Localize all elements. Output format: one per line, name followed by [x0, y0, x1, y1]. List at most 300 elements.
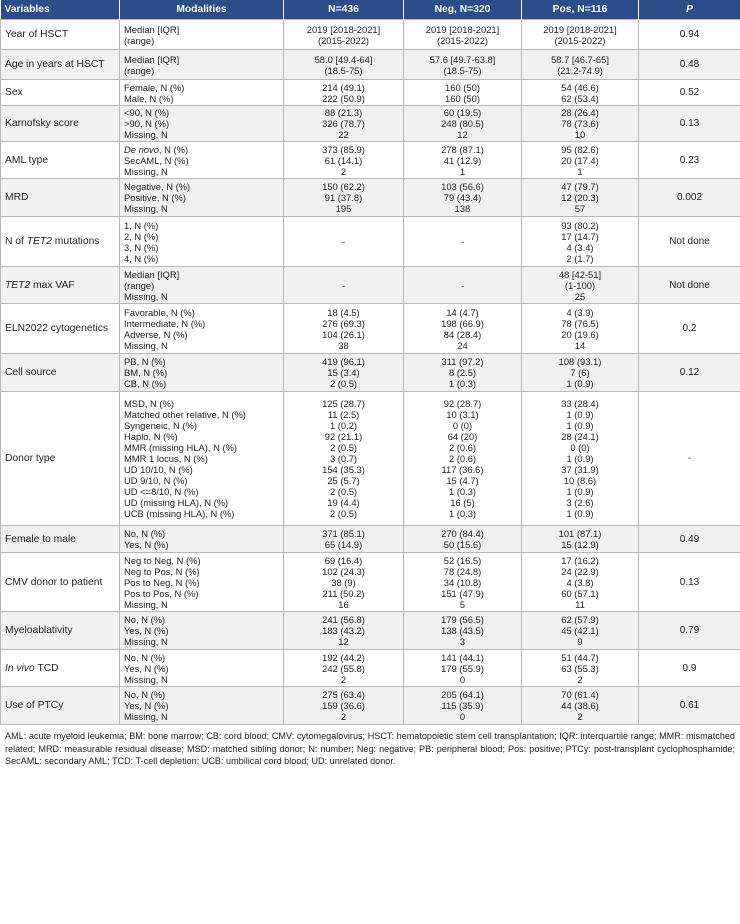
value-cell-all: [284, 526, 404, 553]
value-line: (21.2-74.9): [557, 64, 603, 76]
value-line: 1 (0.2): [329, 420, 358, 431]
value-line: 15 (3.4): [327, 367, 360, 378]
value-line: 160 (50): [445, 92, 480, 104]
value-line: 79 (43.4): [443, 192, 482, 203]
variable-cell: In vivo TCD: [1, 650, 120, 687]
variable-cell: ELN2022 cytogenetics: [1, 304, 120, 354]
value-line: 14: [574, 339, 586, 351]
modality-line: No, N (%): [124, 651, 166, 663]
value-line: 151 (47.9): [441, 587, 484, 599]
value-line: 12: [338, 636, 349, 647]
table-row: [1, 612, 740, 650]
modality-line: Missing, N: [124, 290, 168, 302]
value-line: 2 (0.6): [448, 453, 477, 464]
value-line: -: [460, 279, 465, 291]
modalities-cell: [120, 80, 284, 106]
table-row: [1, 354, 740, 392]
value-line: 41 (12.9): [443, 154, 482, 166]
value-cell-neg: [404, 553, 522, 612]
modalities-cell: [120, 526, 284, 553]
header-p: P: [639, 0, 740, 20]
value-line: 60 (19.5): [443, 107, 482, 118]
value-line: 242 (55.8): [322, 662, 365, 674]
value-line: 34 (10.8): [443, 576, 482, 588]
value-line: (18.5-75): [324, 64, 363, 76]
modalities-cell: [120, 20, 284, 50]
p-value-cell: 0.79: [639, 612, 740, 650]
modality-line: Missing, N: [124, 129, 168, 140]
modalities-cell: [120, 650, 284, 687]
p-value-cell: 0.23: [639, 142, 740, 179]
value-line: 93 (80.2): [561, 219, 599, 231]
value-cell-pos: [522, 354, 639, 392]
value-cell-pos: [522, 267, 639, 304]
value-line: 1 (0.9): [566, 409, 594, 420]
table-row: [1, 142, 740, 179]
value-line: 10 (8.6): [563, 475, 597, 486]
value-line: 1 (0.3): [448, 486, 477, 497]
value-cell-all: [284, 217, 404, 267]
table-row: [1, 687, 740, 725]
modality-line: (range): [124, 34, 155, 46]
value-line: 0: [459, 711, 466, 722]
table-row: [1, 392, 740, 526]
variable-cell: CMV donor to patient: [1, 553, 120, 612]
table-body: [1, 20, 740, 725]
value-cell-all: [284, 20, 404, 50]
variable-cell: Karnofsky score: [1, 106, 120, 142]
value-cell-all: [284, 267, 404, 304]
p-value-cell: 0.12: [639, 354, 740, 392]
variable-cell: Age in years at HSCT: [1, 50, 120, 80]
value-line: 211 (50.2): [322, 587, 365, 599]
value-line: 125 (28.7): [322, 398, 365, 409]
value-line: 1 (0.9): [566, 378, 594, 389]
value-line: 101 (87.1): [558, 528, 602, 539]
value-line: 25 (5.7): [327, 475, 360, 486]
value-cell-all: [284, 392, 404, 526]
value-line: 141 (44.1): [441, 651, 484, 663]
value-cell-pos: [522, 179, 639, 217]
modality-line: Male, N (%): [124, 92, 174, 104]
value-line: 16: [338, 598, 349, 610]
modality-line: 4, N (%): [124, 252, 159, 264]
value-line: 192 (44.2): [322, 651, 365, 663]
modality-line: 1, N (%): [124, 219, 159, 231]
value-line: 38 (9): [331, 576, 356, 588]
value-line: 117 (36.6): [441, 464, 484, 475]
modality-line: Missing, N: [124, 598, 168, 610]
value-line: 0: [459, 673, 466, 685]
modalities-cell: [120, 687, 284, 725]
value-line: 10 (3.1): [446, 409, 479, 420]
table-row: [1, 526, 740, 553]
p-value-cell: 0.13: [639, 553, 740, 612]
value-line: 84 (28.4): [443, 328, 482, 340]
value-line: 65 (14.9): [324, 539, 363, 550]
value-cell-pos: [522, 106, 639, 142]
p-value-cell: 0.49: [639, 526, 740, 553]
value-line: 2019 [2018-2021]: [306, 23, 381, 35]
value-line: 4 (3.4): [566, 241, 594, 253]
value-line: 4 (3.8): [566, 576, 594, 588]
p-value-cell: 0.61: [639, 687, 740, 725]
value-line: (18.5-75): [443, 64, 482, 76]
value-cell-neg: [404, 526, 522, 553]
value-cell-all: [284, 50, 404, 80]
value-cell-all: [284, 80, 404, 106]
table-row: [1, 304, 740, 354]
header-pos: Pos, N=116: [522, 0, 639, 20]
value-cell-neg: [404, 354, 522, 392]
modality-line: <90, N (%): [124, 107, 170, 118]
value-line: 57.6 [49.7-63.8]: [429, 53, 496, 65]
value-line: 7 (6): [570, 367, 590, 378]
modality-line: Missing, N: [124, 165, 168, 177]
value-line: 44 (38.6): [561, 700, 599, 711]
value-line: 28 (24.1): [561, 431, 599, 442]
value-line: 198 (66.9): [441, 317, 484, 329]
footnote: AML: acute myeloid leukemia; BM: bone marrow; CB: cord blood; CMV: cytomegalovirus; HSCT: hematopoietic stem cell transplantation; IQR: interquartile range; MMR: mismatched related; MRD: measurable residual disease; MSD: matched sibling donor; N: number; Neg: negative; PB: peripheral blood; Pos: positive; PTCy: post-transplant cyclophosphamide; SecAML: secondary AML; TCD: T-cell depletion; UCB: umbilical cord blood; UD: unrelated donor.: [5, 731, 735, 766]
value-cell-neg: [404, 50, 522, 80]
value-line: 2: [340, 673, 347, 685]
value-line: 2: [340, 711, 347, 722]
variable-cell: Use of PTCy: [1, 687, 120, 725]
value-line: 1 (0.9): [566, 486, 594, 497]
modality-line: BM, N (%): [124, 367, 168, 378]
value-cell-pos: [522, 20, 639, 50]
value-line: 25: [574, 290, 586, 302]
value-line: 14 (4.7): [446, 306, 479, 318]
value-line: 3 (0.7): [329, 453, 358, 464]
value-line: 20 (19.6): [561, 328, 599, 340]
value-line: 91 (37.8): [324, 192, 363, 203]
modalities-cell: [120, 553, 284, 612]
value-cell-all: [284, 612, 404, 650]
value-line: 0 (0): [452, 420, 473, 431]
modality-line: UD (missing HLA), N (%): [124, 497, 229, 508]
value-line: 54 (46.6): [561, 81, 599, 93]
value-line: 205 (64.1): [441, 689, 484, 700]
value-line: 38: [338, 339, 349, 351]
value-line: 1 (0.3): [448, 508, 477, 519]
value-cell-all: [284, 304, 404, 354]
value-line: 2 (0.5): [329, 486, 358, 497]
value-line: 92 (21.1): [324, 431, 363, 442]
value-line: 160 (50): [445, 81, 480, 93]
value-line: 1: [577, 165, 583, 177]
table-row: [1, 50, 740, 80]
value-cell-pos: [522, 553, 639, 612]
value-line: 115 (35.9): [441, 700, 484, 711]
value-cell-all: [284, 142, 404, 179]
modalities-cell: [120, 106, 284, 142]
value-line: 70 (61.4): [561, 689, 599, 700]
value-cell-all: [284, 650, 404, 687]
value-cell-neg: [404, 142, 522, 179]
value-line: 10: [574, 129, 586, 140]
value-line: 241 (56.8): [322, 614, 365, 625]
value-cell-pos: [522, 217, 639, 267]
value-line: 2 (0.5): [329, 442, 358, 453]
value-line: 1 (0.3): [448, 378, 477, 389]
modality-line: Pos to Pos, N (%): [124, 587, 199, 599]
modality-line: Missing, N: [124, 673, 168, 685]
value-cell-pos: [522, 650, 639, 687]
modalities-cell: [120, 354, 284, 392]
value-line: 12 (20.3): [561, 192, 599, 203]
value-cell-neg: [404, 392, 522, 526]
value-line: 183 (43.2): [322, 625, 365, 636]
value-line: 17 (14.7): [561, 230, 599, 242]
modality-line: UD 10/10, N (%): [124, 464, 193, 475]
value-line: 214 (49.1): [322, 81, 365, 93]
value-cell-neg: [404, 20, 522, 50]
modalities-cell: [120, 142, 284, 179]
modalities-cell: [120, 50, 284, 80]
value-cell-neg: [404, 612, 522, 650]
table-header-row: [1, 0, 740, 20]
value-line: 15 (4.7): [446, 475, 479, 486]
modality-line: SecAML, N (%): [124, 154, 189, 166]
value-cell-all: [284, 553, 404, 612]
modality-line: De novo, N (%): [124, 143, 189, 155]
value-line: 1 (0.9): [566, 453, 594, 464]
modality-line: No, N (%): [124, 614, 166, 625]
value-line: 78 (73.6): [561, 118, 599, 129]
value-cell-pos: [522, 50, 639, 80]
modality-line: 2, N (%): [124, 230, 159, 242]
modality-line: Haplo, N (%): [124, 431, 178, 442]
variable-cell: Female to male: [1, 526, 120, 553]
value-line: 69 (16.4): [324, 554, 363, 566]
modality-line: Yes, N (%): [124, 539, 169, 550]
value-line: 22: [338, 129, 349, 140]
table-row: [1, 267, 740, 304]
table-row: [1, 179, 740, 217]
value-cell-neg: [404, 179, 522, 217]
value-line: 20 (17.4): [561, 154, 599, 166]
value-line: (1-100): [564, 279, 596, 291]
value-line: 11 (2.5): [327, 409, 360, 420]
value-line: 1 (0.9): [566, 420, 594, 431]
modality-line: No, N (%): [124, 528, 166, 539]
value-cell-all: [284, 179, 404, 217]
value-line: -: [460, 236, 465, 247]
modality-line: Missing, N: [124, 203, 168, 214]
value-line: 2 (0.6): [448, 442, 477, 453]
table-row: [1, 650, 740, 687]
value-line: -: [341, 279, 346, 291]
value-line: 57: [574, 203, 586, 214]
value-line: 4 (3.9): [566, 306, 594, 318]
p-value-cell: 0.13: [639, 106, 740, 142]
modality-line: Negative, N (%): [124, 181, 191, 192]
modality-line: 3, N (%): [124, 241, 159, 253]
value-cell-neg: [404, 217, 522, 267]
value-line: 3: [459, 636, 466, 647]
modality-line: Pos to Neg, N (%): [124, 576, 200, 588]
modality-line: Median [IQR]: [124, 53, 180, 65]
modality-line: PB, N (%): [124, 356, 166, 367]
value-line: 47 (79.7): [561, 181, 599, 192]
value-line: 88 (21.3): [324, 107, 363, 118]
value-line: 311 (97.2): [441, 356, 484, 367]
variable-cell: Donor type: [1, 392, 120, 526]
value-line: 8 (2.5): [448, 367, 477, 378]
modality-line: (range): [124, 64, 155, 76]
value-line: 63 (55.3): [561, 662, 599, 674]
value-line: 64 (20): [447, 431, 478, 442]
modality-line: Yes, N (%): [124, 662, 169, 674]
value-line: 19 (4.4): [327, 497, 360, 508]
value-line: 2: [340, 165, 347, 177]
value-line: 0 (0): [570, 442, 590, 453]
variable-cell: Cell source: [1, 354, 120, 392]
value-cell-neg: [404, 267, 522, 304]
value-line: 159 (36.6): [322, 700, 365, 711]
value-line: 195: [335, 203, 352, 214]
value-line: 1: [459, 165, 466, 177]
modality-line: Syngeneic, N (%): [124, 420, 197, 431]
value-line: 150 (62.2): [322, 181, 365, 192]
variable-cell: Myeloablativity: [1, 612, 120, 650]
variable-cell: Year of HSCT: [1, 20, 120, 50]
value-line: 62 (53.4): [561, 92, 599, 104]
modality-line: Matched other relative, N (%): [124, 409, 246, 420]
variable-cell: TET2 max VAF: [1, 267, 120, 304]
value-line: 2: [577, 673, 583, 685]
value-line: 95 (82.6): [561, 143, 599, 155]
value-cell-pos: [522, 392, 639, 526]
table-row: [1, 80, 740, 106]
value-line: 51 (44.7): [561, 651, 599, 663]
value-line: 138 (43.5): [441, 625, 484, 636]
p-value-cell: 0.2: [639, 304, 740, 354]
header-modalities: Modalities: [120, 0, 284, 20]
value-line: 419 (96.1): [322, 356, 365, 367]
modality-line: Intermediate, N (%): [124, 317, 206, 329]
value-line: 12: [457, 129, 468, 140]
value-line: 2 (0.5): [329, 378, 358, 389]
header-neg: Neg, N=320: [404, 0, 522, 20]
value-cell-pos: [522, 612, 639, 650]
value-line: 15 (12.9): [561, 539, 599, 550]
modality-line: UCB (missing HLA), N (%): [124, 508, 235, 519]
variable-cell: Sex: [1, 80, 120, 106]
value-cell-neg: [404, 106, 522, 142]
value-line: 50 (15.6): [443, 539, 482, 550]
value-line: 24 (22.9): [561, 565, 599, 577]
p-value-cell: 0.002: [639, 179, 740, 217]
value-line: 58.0 [49.4-64]: [314, 53, 373, 65]
value-line: 78 (76.5): [561, 317, 599, 329]
value-cell-neg: [404, 80, 522, 106]
value-line: 18 (4.5): [327, 306, 360, 318]
modality-line: UD 9/10, N (%): [124, 475, 188, 486]
variable-cell: AML type: [1, 142, 120, 179]
value-line: 248 (80.5): [441, 118, 484, 129]
header-all: N=436: [284, 0, 404, 20]
value-line: 2: [577, 711, 583, 722]
modalities-cell: [120, 179, 284, 217]
value-line: 16 (5): [450, 497, 475, 508]
modality-line: Median [IQR]: [124, 268, 180, 280]
table-row: [1, 20, 740, 50]
value-line: 58.7 [46.7-65]: [551, 53, 609, 65]
value-cell-neg: [404, 687, 522, 725]
modality-line: Neg to Neg, N (%): [124, 554, 201, 566]
table-row: [1, 553, 740, 612]
modality-line: Positive, N (%): [124, 192, 186, 203]
modality-line: Neg to Pos, N (%): [124, 565, 200, 577]
value-line: 11: [575, 598, 585, 610]
value-line: 3 (2.6): [566, 497, 594, 508]
modality-line: Adverse, N (%): [124, 328, 188, 340]
value-line: 61 (14.1): [324, 154, 363, 166]
value-line: 60 (57.1): [561, 587, 599, 599]
value-line: 276 (69.3): [322, 317, 365, 329]
value-line: 108 (93.1): [558, 356, 602, 367]
value-cell-all: [284, 354, 404, 392]
modality-line: CB, N (%): [124, 378, 167, 389]
value-cell-pos: [522, 142, 639, 179]
value-line: 326 (78.7): [322, 118, 365, 129]
value-line: 179 (55.9): [441, 662, 484, 674]
modality-line: Female, N (%): [124, 81, 185, 93]
value-cell-all: [284, 687, 404, 725]
p-value-cell: -: [639, 392, 740, 526]
modality-line: (range): [124, 279, 155, 291]
value-line: 138: [454, 203, 471, 214]
modality-line: MMR 1 locus, N (%): [124, 453, 208, 464]
modality-line: Missing, N: [124, 711, 168, 722]
value-line: 24: [457, 339, 468, 351]
value-line: 48 [42-51]: [558, 268, 602, 280]
value-cell-pos: [522, 687, 639, 725]
value-cell-pos: [522, 80, 639, 106]
value-line: 179 (56.5): [441, 614, 484, 625]
modality-line: No, N (%): [124, 689, 166, 700]
variable-cell: MRD: [1, 179, 120, 217]
value-line: 52 (16.5): [443, 554, 482, 566]
value-line: 373 (85.9): [322, 143, 365, 155]
value-cell-neg: [404, 650, 522, 687]
value-line: 154 (35.3): [322, 464, 365, 475]
value-line: -: [341, 236, 346, 247]
value-line: (2015-2022): [554, 34, 606, 46]
modality-line: Yes, N (%): [124, 700, 169, 711]
value-line: 275 (63.4): [322, 689, 365, 700]
modality-line: UD <=8/10, N (%): [124, 486, 199, 497]
table-row: [1, 217, 740, 267]
value-line: 62 (57.9): [561, 614, 599, 625]
modality-line: Favorable, N (%): [124, 306, 195, 318]
value-line: 5: [459, 598, 466, 610]
modalities-cell: [120, 304, 284, 354]
p-value-cell: 0.9: [639, 650, 740, 687]
value-cell-all: [284, 106, 404, 142]
modalities-cell: [120, 217, 284, 267]
value-line: 2019 [2018-2021]: [543, 23, 617, 35]
p-value-cell: 0.94: [639, 20, 740, 50]
modality-line: Median [IQR]: [124, 23, 180, 35]
value-cell-neg: [404, 304, 522, 354]
modality-line: Missing, N: [124, 636, 168, 647]
value-line: 9: [577, 636, 583, 647]
value-line: 33 (28.4): [561, 398, 599, 409]
p-value-cell: 0.48: [639, 50, 740, 80]
